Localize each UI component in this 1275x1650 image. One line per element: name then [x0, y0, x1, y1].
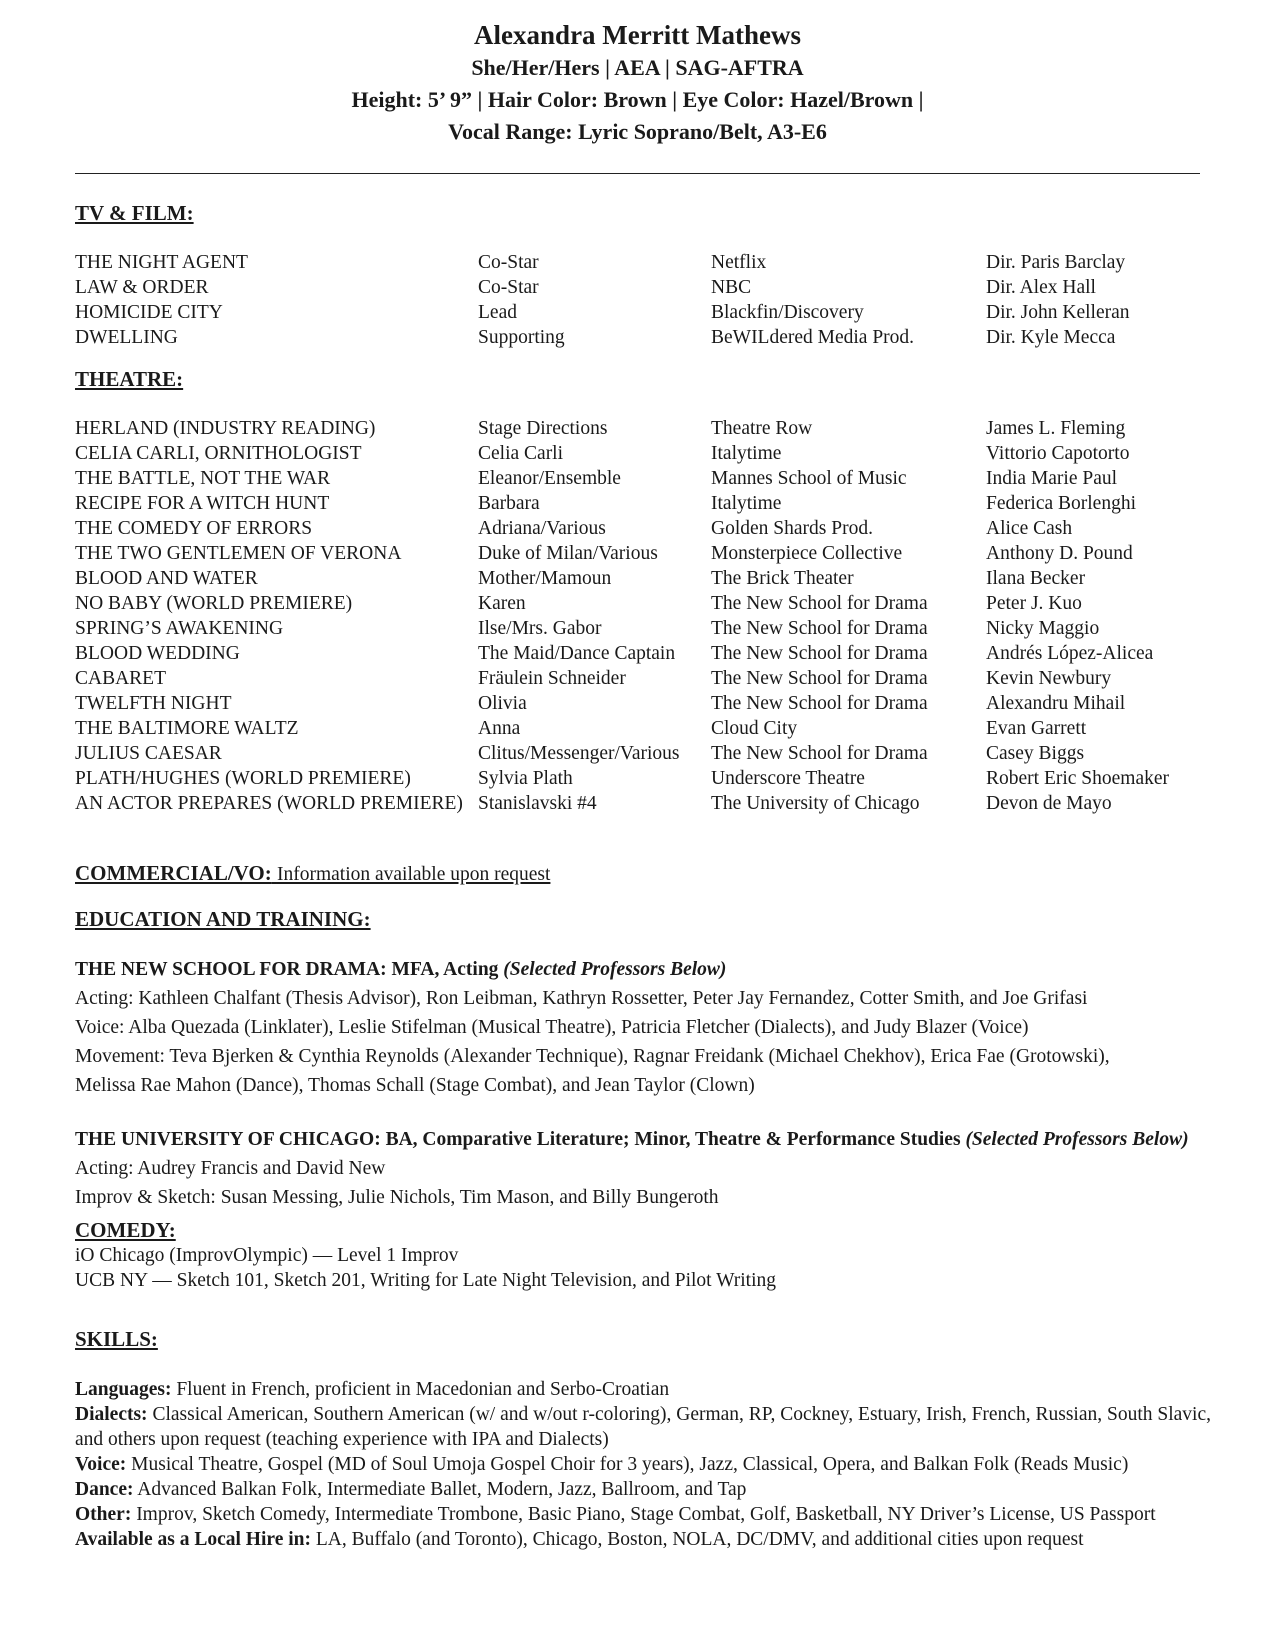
credit-row — [0, 716, 1275, 741]
credit-company: Mannes School of Music — [711, 468, 907, 489]
uchicago-improv: Improv & Sketch: Susan Messing, Julie Nichols, Tim Mason, and Billy Bungeroth — [75, 1187, 719, 1208]
credit-row — [0, 641, 1275, 666]
credit-role: Karen — [478, 593, 526, 614]
credit-company: The Brick Theater — [711, 568, 854, 589]
credit-company: NBC — [711, 277, 752, 298]
credit-row — [0, 766, 1275, 791]
credit-company: Italytime — [711, 443, 782, 464]
credit-director: Dir. Alex Hall — [986, 277, 1096, 298]
uchicago-title-line — [75, 1125, 1215, 1154]
credit-title: THE COMEDY OF ERRORS — [75, 518, 313, 539]
comedy-line: iO Chicago (ImprovOlympic) — Level 1 Improv — [75, 1245, 459, 1266]
skills-local-hire — [75, 1527, 1215, 1552]
credit-role: Eleanor/Ensemble — [478, 468, 621, 489]
credit-role: Supporting — [478, 327, 565, 348]
credit-row — [0, 616, 1275, 641]
credit-title: RECIPE FOR A WITCH HUNT — [75, 493, 330, 514]
credit-company: The New School for Drama — [711, 693, 928, 714]
credit-title: BLOOD AND WATER — [75, 568, 258, 589]
credit-director: Dir. Kyle Mecca — [986, 327, 1116, 348]
credit-director: Casey Biggs — [986, 743, 1085, 764]
comedy-line: UCB NY — Sketch 101, Sketch 201, Writing for Late Night Television, and Pilot Writing — [75, 1270, 776, 1291]
new-school-block — [75, 955, 1215, 1100]
credit-role: Adriana/Various — [478, 518, 606, 539]
credit-company: Monsterpiece Collective — [711, 543, 903, 564]
commercial-vo-title: COMMERCIAL/VO: — [75, 861, 272, 885]
credit-title: NO BABY (WORLD PREMIERE) — [75, 593, 353, 614]
new-school-movement-cont: Melissa Rae Mahon (Dance), Thomas Schall (Stage Combat), and Jean Taylor (Clown) — [75, 1075, 755, 1096]
credit-row — [0, 491, 1275, 516]
credit-director: Nicky Maggio — [986, 618, 1100, 639]
credit-director: India Marie Paul — [986, 468, 1118, 489]
credit-director: Evan Garrett — [986, 718, 1087, 739]
credit-director: Anthony D. Pound — [986, 543, 1133, 564]
credit-row — [0, 275, 1275, 300]
skills-dialects-label: Dialects: — [75, 1404, 148, 1425]
credit-title: THE BATTLE, NOT THE WAR — [75, 468, 331, 489]
credit-company: The New School for Drama — [711, 618, 928, 639]
credit-company: The New School for Drama — [711, 593, 928, 614]
new-school-movement: Movement: Teva Bjerken & Cynthia Reynolds (Alexander Technique), Ragnar Freidank (Michael Chekhov), Erica Fae (Grotowski), — [75, 1046, 1110, 1067]
credit-role: Anna — [478, 718, 521, 739]
credit-director: Dir. John Kelleran — [986, 302, 1130, 323]
credit-role: Barbara — [478, 493, 540, 514]
skills-other — [75, 1502, 1215, 1527]
skills-voice-text: Musical Theatre, Gospel (MD of Soul Umoja Gospel Choir for 3 years), Jazz, Classical, Opera, and Balkan Folk (Reads Music) — [131, 1454, 1129, 1475]
credit-title: DWELLING — [75, 327, 178, 348]
credit-company: The New School for Drama — [711, 743, 928, 764]
credit-role: Duke of Milan/Various — [478, 543, 658, 564]
credit-title: THE TWO GENTLEMEN OF VERONA — [75, 543, 402, 564]
physical-stats: Height: 5’ 9” | Hair Color: Brown | Eye Color: Hazel/Brown | — [351, 87, 924, 112]
credit-role: Olivia — [478, 693, 527, 714]
credit-title: THE BALTIMORE WALTZ — [75, 718, 299, 739]
credit-director: Ilana Becker — [986, 568, 1086, 589]
new-school-acting: Acting: Kathleen Chalfant (Thesis Advisor), Ron Leibman, Kathryn Rossetter, Peter Jay Fernandez, Cotter Smith, and Joe Grifasi — [75, 988, 1088, 1009]
new-school-title: THE NEW SCHOOL FOR DRAMA: MFA, Acting — [75, 959, 499, 980]
credit-row — [0, 466, 1275, 491]
credit-director: Devon de Mayo — [986, 793, 1112, 814]
credit-row — [0, 416, 1275, 441]
credit-director: James L. Fleming — [986, 418, 1126, 439]
tv-film-credits — [0, 250, 1275, 350]
credit-director: Kevin Newbury — [986, 668, 1112, 689]
credit-title: HERLAND (INDUSTRY READING) — [75, 418, 376, 439]
credit-company: Netflix — [711, 252, 767, 273]
credit-role: Ilse/Mrs. Gabor — [478, 618, 602, 639]
credit-title: HOMICIDE CITY — [75, 302, 223, 323]
credit-director: Alice Cash — [986, 518, 1073, 539]
skills-dialects — [75, 1402, 1215, 1452]
skills-heading: SKILLS: — [75, 1327, 158, 1351]
skills-block — [75, 1377, 1215, 1552]
skills-dance-label: Dance: — [75, 1479, 134, 1500]
commercial-vo-note: Information available upon request — [276, 864, 551, 885]
uchicago-title: THE UNIVERSITY OF CHICAGO: BA, Comparative Literature; Minor, Theatre & Performance Studies — [75, 1129, 961, 1150]
credit-title: LAW & ORDER — [75, 277, 209, 298]
credit-company: Blackfin/Discovery — [711, 302, 864, 323]
credit-title: AN ACTOR PREPARES (WORLD PREMIERE) — [75, 793, 463, 814]
skills-other-text: Improv, Sketch Comedy, Intermediate Trombone, Basic Piano, Stage Combat, Golf, Basketball, NY Driver’s License, US Passport — [136, 1504, 1156, 1525]
skills-dialects-text: Classical American, Southern American (w/ and w/out r-coloring), German, RP, Cockney, Estuary, Irish, French, Russian, South Slavic, and others upon request (teaching experience with IPA and Dialects) — [75, 1404, 1211, 1450]
credit-company: Theatre Row — [711, 418, 813, 439]
skills-local-text: LA, Buffalo (and Toronto), Chicago, Boston, NOLA, DC/DMV, and additional cities upon request — [315, 1529, 1084, 1550]
credit-company: Cloud City — [711, 718, 798, 739]
credit-role: Celia Carli — [478, 443, 564, 464]
credit-row — [0, 541, 1275, 566]
vocal-range: Vocal Range: Lyric Soprano/Belt, A3-E6 — [448, 119, 827, 144]
credit-company: The New School for Drama — [711, 643, 928, 664]
credit-role: The Maid/Dance Captain — [478, 643, 676, 664]
credit-company: The University of Chicago — [711, 793, 920, 814]
credit-row — [0, 666, 1275, 691]
credit-role: Co-Star — [478, 277, 539, 298]
skills-voice-label: Voice: — [75, 1454, 127, 1475]
credit-role: Clitus/Messenger/Various — [478, 743, 680, 764]
credit-director: Federica Borlenghi — [986, 493, 1136, 514]
skills-voice — [75, 1452, 1215, 1477]
skills-dance-text: Advanced Balkan Folk, Intermediate Ballet, Modern, Jazz, Ballroom, and Tap — [137, 1479, 747, 1500]
skills-languages-label: Languages: — [75, 1379, 172, 1400]
credit-row — [0, 325, 1275, 350]
credit-role: Stanislavski #4 — [478, 793, 597, 814]
actor-name: Alexandra Merritt Mathews — [474, 20, 801, 50]
theatre-credits — [0, 416, 1275, 816]
uchicago-acting: Acting: Audrey Francis and David New — [75, 1158, 386, 1179]
skills-languages — [75, 1377, 1215, 1402]
credit-company: Golden Shards Prod. — [711, 518, 873, 539]
credit-director: Dir. Paris Barclay — [986, 252, 1126, 273]
comedy-block — [75, 1243, 1215, 1293]
credit-row — [0, 250, 1275, 275]
credit-title: CELIA CARLI, ORNITHOLOGIST — [75, 443, 362, 464]
credit-title: TWELFTH NIGHT — [75, 693, 232, 714]
credit-row — [0, 741, 1275, 766]
credit-director: Andrés López-Alicea — [986, 643, 1154, 664]
credit-title: THE NIGHT AGENT — [75, 252, 248, 273]
credit-row — [0, 516, 1275, 541]
uchicago-note: (Selected Professors Below) — [965, 1129, 1189, 1150]
credit-title: PLATH/HUGHES (WORLD PREMIERE) — [75, 768, 411, 789]
pronouns-unions: She/Her/Hers | AEA | SAG-AFTRA — [471, 55, 804, 80]
credit-row — [0, 591, 1275, 616]
tv-film-heading: TV & FILM: — [75, 201, 194, 225]
new-school-voice: Voice: Alba Quezada (Linklater), Leslie Stifelman (Musical Theatre), Patricia Fletcher (Dialects), and Judy Blazer (Voice) — [75, 1017, 1029, 1038]
credit-company: Underscore Theatre — [711, 768, 865, 789]
credit-director: Robert Eric Shoemaker — [986, 768, 1170, 789]
new-school-note: (Selected Professors Below) — [503, 959, 727, 980]
uchicago-block — [75, 1125, 1215, 1212]
comedy-heading: COMEDY: — [75, 1218, 176, 1242]
new-school-title-line — [75, 955, 1215, 984]
credit-director: Peter J. Kuo — [986, 593, 1082, 614]
credit-company: Italytime — [711, 493, 782, 514]
credit-company: BeWILdered Media Prod. — [711, 327, 915, 348]
header-divider — [75, 173, 1200, 174]
theatre-heading: THEATRE: — [75, 367, 184, 391]
skills-dance — [75, 1477, 1215, 1502]
credit-title: SPRING’S AWAKENING — [75, 618, 284, 639]
credit-row — [0, 691, 1275, 716]
skills-languages-text: Fluent in French, proficient in Macedonian and Serbo-Croatian — [176, 1379, 670, 1400]
credit-role: Co-Star — [478, 252, 539, 273]
skills-local-label: Available as a Local Hire in: — [75, 1529, 311, 1550]
credit-title: BLOOD WEDDING — [75, 643, 240, 664]
credit-director: Alexandru Mihail — [986, 693, 1126, 714]
credit-title: CABARET — [75, 668, 167, 689]
credit-role: Sylvia Plath — [478, 768, 573, 789]
credit-row — [0, 791, 1275, 816]
education-heading: EDUCATION AND TRAINING: — [75, 907, 371, 931]
credit-role: Lead — [478, 302, 517, 323]
credit-row — [0, 300, 1275, 325]
credit-row — [0, 566, 1275, 591]
credit-title: JULIUS CAESAR — [75, 743, 222, 764]
credit-director: Vittorio Capotorto — [986, 443, 1130, 464]
credit-role: Stage Directions — [478, 418, 608, 439]
credit-row — [0, 441, 1275, 466]
credit-company: The New School for Drama — [711, 668, 928, 689]
credit-role: Fräulein Schneider — [478, 668, 626, 689]
commercial-vo-heading — [75, 860, 550, 888]
skills-other-label: Other: — [75, 1504, 132, 1525]
credit-role: Mother/Mamoun — [478, 568, 612, 589]
resume-header — [0, 18, 1275, 148]
